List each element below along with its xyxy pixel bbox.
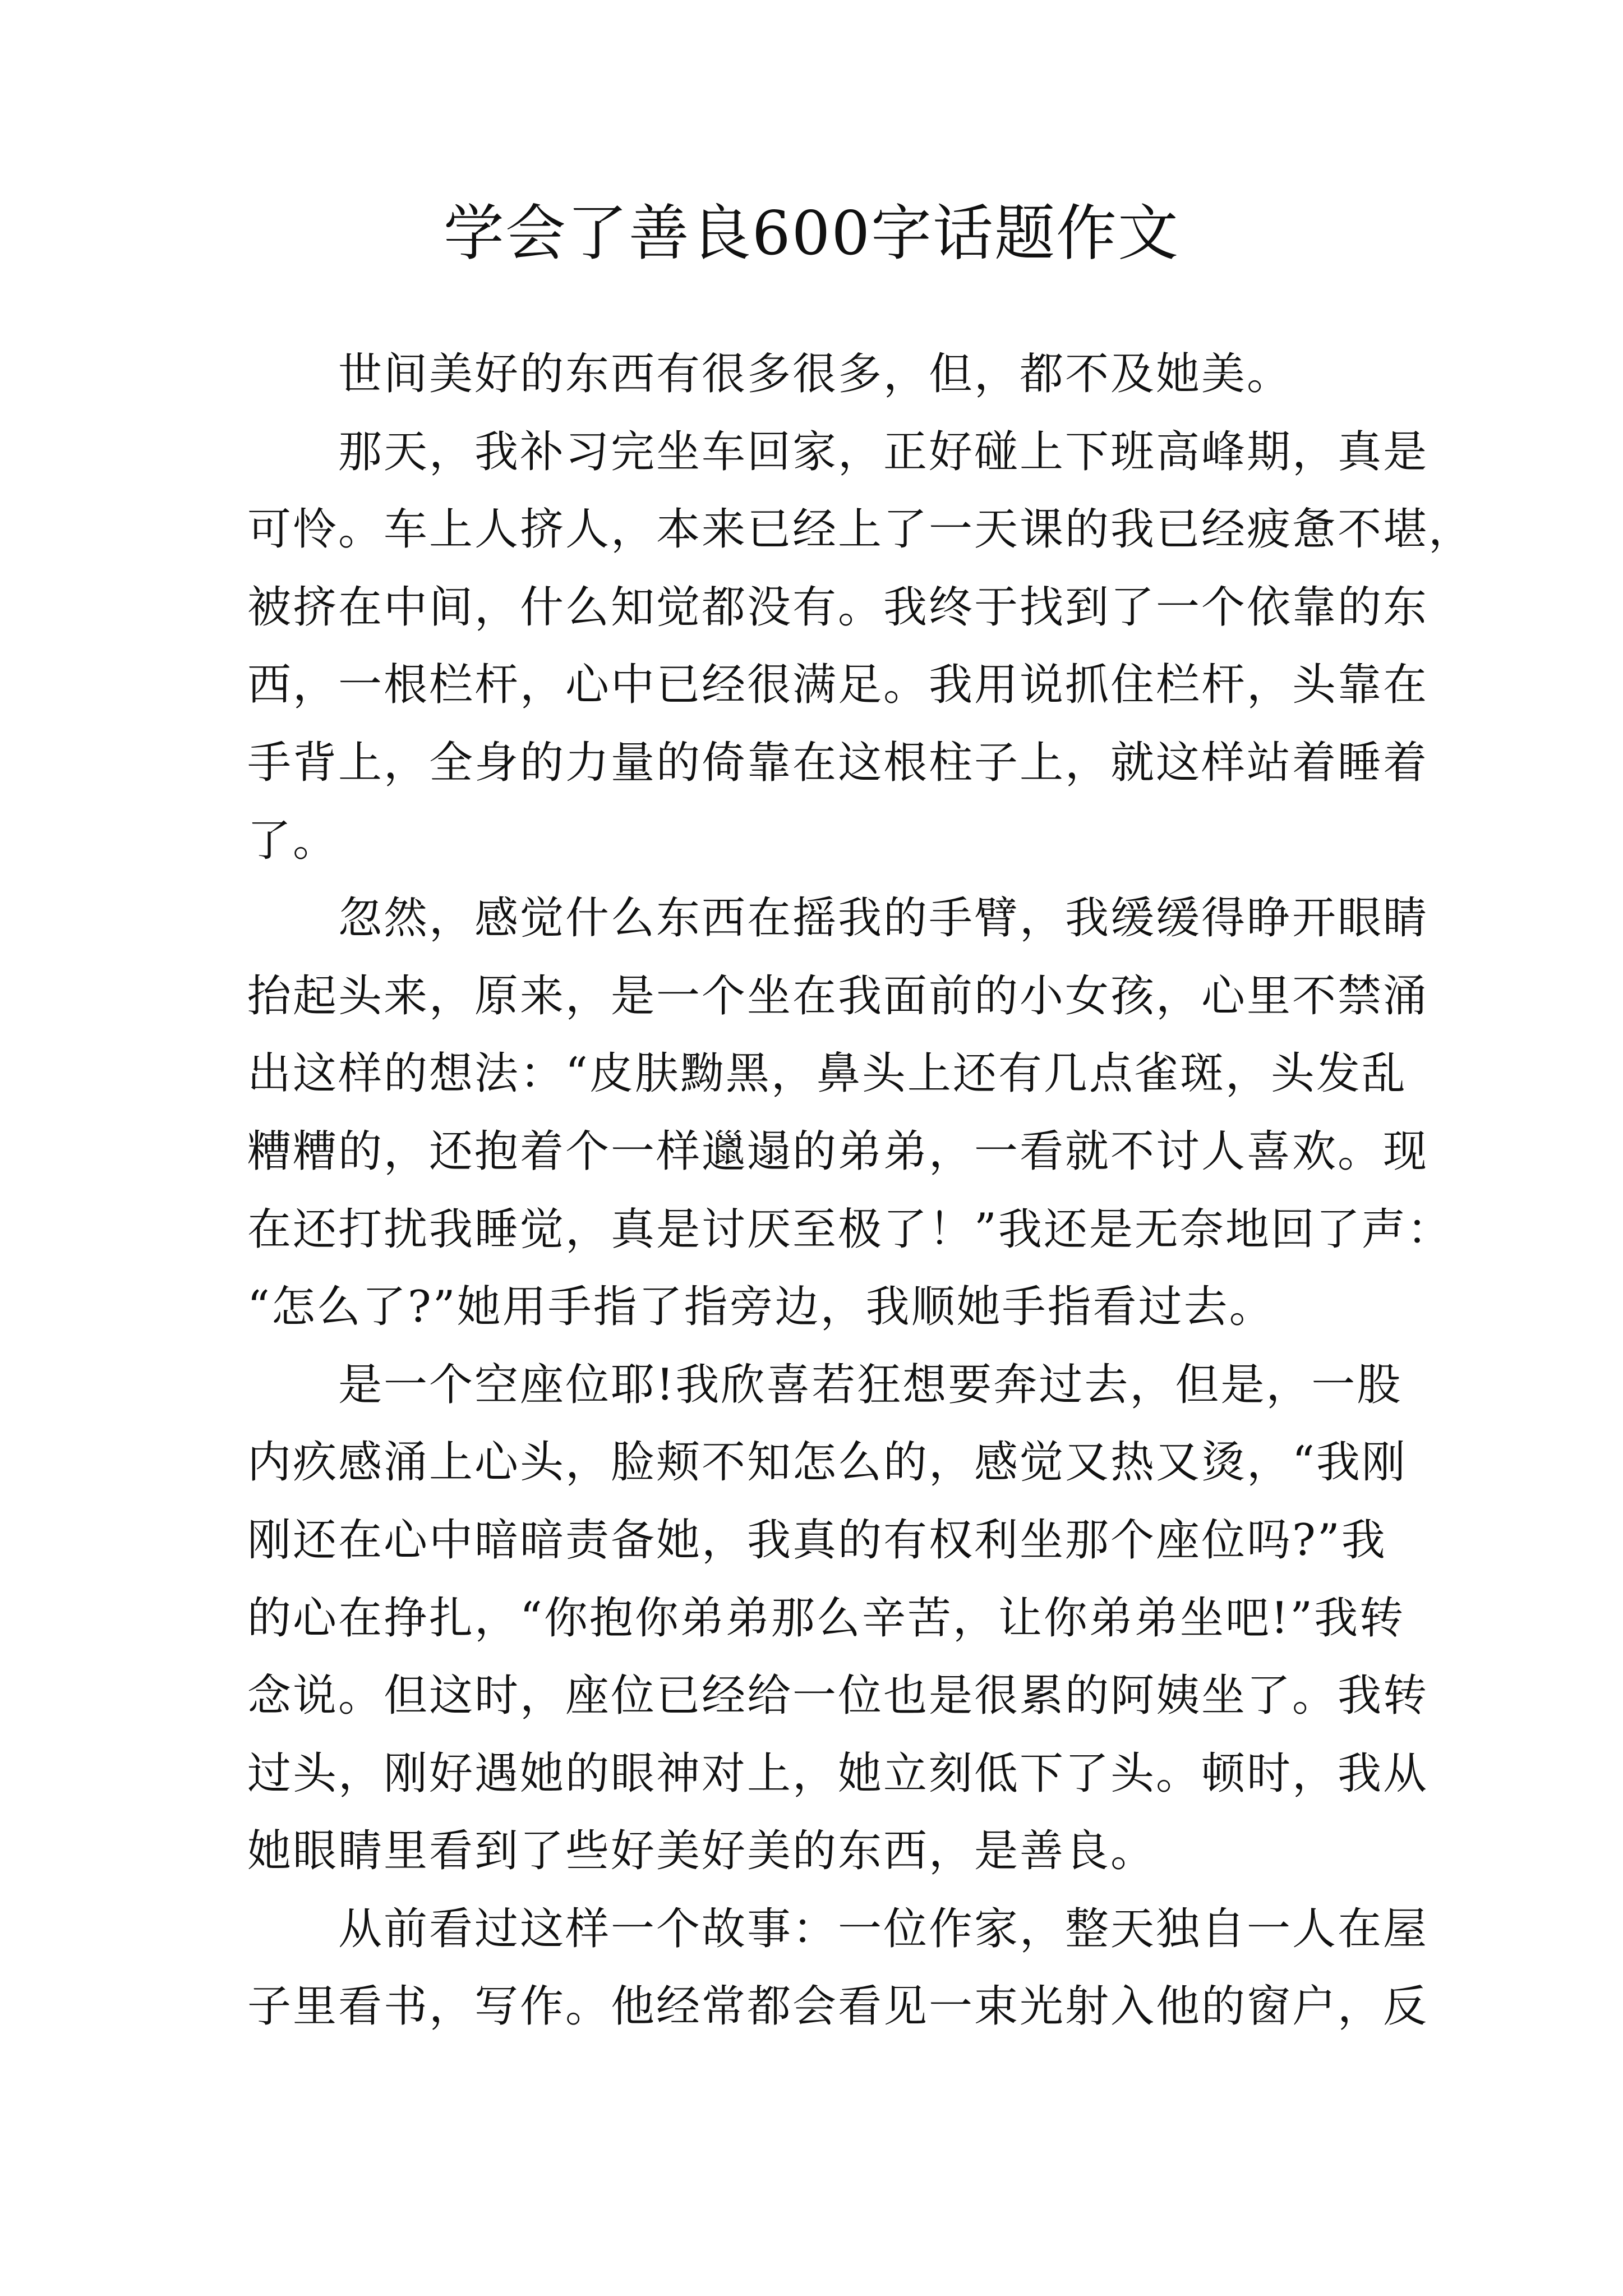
text-line: 抬起头来，原来，是一个坐在我面前的小女孩，心里不禁涌 <box>247 970 1429 1022</box>
text-line: 内疚感涌上心头，脸颊不知怎么的，感觉又热又烫，“我刚 <box>247 1437 1407 1488</box>
text-line: 糟糟的，还抱着个一样邋遢的弟弟，一看就不讨人喜欢。现 <box>247 1126 1429 1177</box>
text-line: 她眼睛里看到了些好美好美的东西，是善良。 <box>247 1826 1156 1877</box>
text-line: 的心在挣扎，“你抱你弟弟那么辛苦，让你弟弟坐吧!”我转 <box>247 1593 1405 1644</box>
text-line: “怎么了?”她用手指了指旁边，我顺她手指看过去。 <box>247 1282 1275 1333</box>
text-line: 西，一根栏杆，心中已经很满足。我用说抓住栏杆，头靠在 <box>247 660 1429 711</box>
text-line: 是一个空座位耶!我欣喜若狂想要奔过去，但是，一股 <box>247 1359 1403 1410</box>
text-line: 世间美好的东西有很多很多，但，都不及她美。 <box>247 349 1293 399</box>
text-line: 被挤在中间，什么知觉都没有。我终于找到了一个依靠的东 <box>247 582 1429 633</box>
essay-body <box>247 335 1474 2046</box>
text-line: 在还打扰我睡觉，真是讨厌至极了！”我还是无奈地回了声： <box>247 1204 1453 1255</box>
text-line: 那天，我补习完坐车回家，正好碰上下班高峰期，真是 <box>247 426 1429 477</box>
text-line: 出这样的想法：“皮肤黝黑，鼻头上还有几点雀斑，头发乱 <box>247 1048 1407 1099</box>
text-line: 忽然，感觉什么东西在摇我的手臂，我缓缓得睁开眼睛 <box>247 893 1429 944</box>
text-line: 了。 <box>247 815 339 866</box>
text-line: 子里看书，写作。他经常都会看见一束光射入他的窗户，反 <box>247 1981 1429 2032</box>
text-line: 手背上，全身的力量的倚靠在这根柱子上，就这样站着睡着 <box>247 737 1429 788</box>
text-line: 从前看过这样一个故事：一位作家，整天独自一人在屋 <box>247 1903 1429 1954</box>
text-line: 念说。但这时，座位已经给一位也是很累的阿姨坐了。我转 <box>247 1671 1429 1722</box>
text-line: 过头，刚好遇她的眼神对上，她立刻低下了头。顿时，我从 <box>247 1748 1429 1799</box>
page-title: 学会了善良600字话题作文 <box>443 199 1180 269</box>
text-line: 刚还在心中暗暗责备她，我真的有权利坐那个座位吗?”我 <box>247 1515 1387 1566</box>
text-line: 可怜。车上人挤人，本来已经上了一天课的我已经疲惫不堪， <box>247 504 1474 555</box>
